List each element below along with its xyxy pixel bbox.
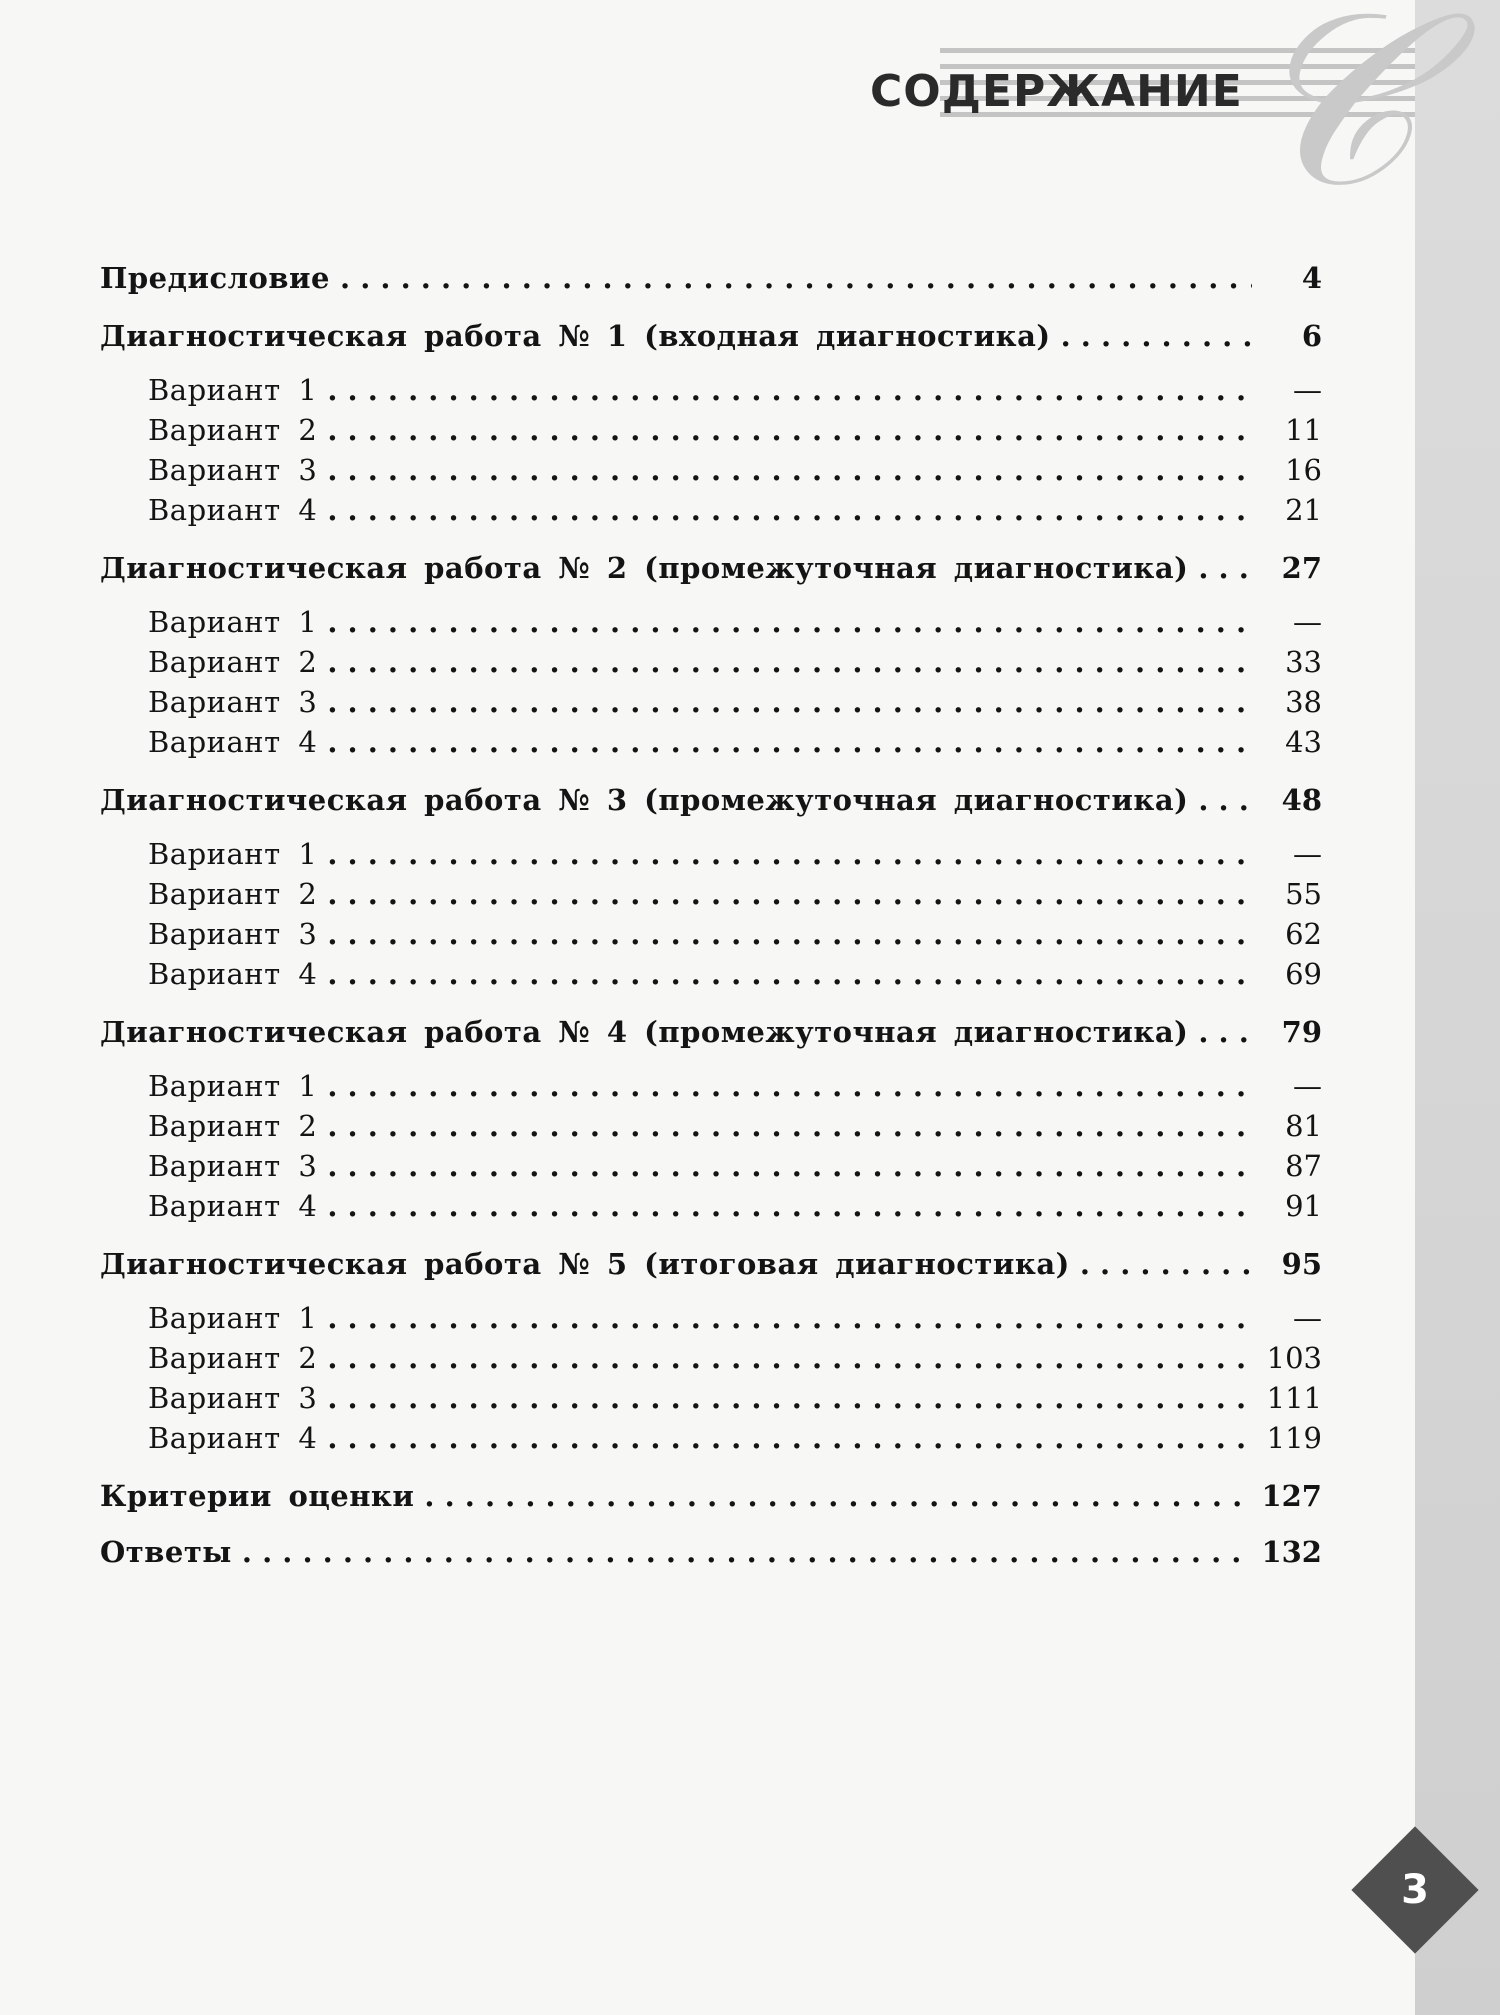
toc-entry-variant[interactable] xyxy=(100,1338,1322,1378)
toc-entry-label: Вариант 4 xyxy=(148,1421,318,1455)
page-title: СОДЕРЖАНИЕ xyxy=(870,66,1243,117)
toc-entry-label: Диагностическая работа № 3 (промежуточная диагностика) xyxy=(100,783,1189,817)
toc-entry-work-4[interactable] xyxy=(100,1012,1322,1052)
toc-entry-label: Вариант 3 xyxy=(148,685,318,719)
toc-leader-dots xyxy=(327,1418,1252,1458)
page-number: 3 xyxy=(1401,1867,1429,1913)
toc-leader-dots xyxy=(327,834,1252,874)
table-of-contents xyxy=(100,258,1322,1572)
toc-entry-criteria[interactable] xyxy=(100,1476,1322,1516)
toc-entry-page: 6 xyxy=(1301,319,1322,353)
toc-entry-variant[interactable] xyxy=(100,410,1322,450)
toc-entry-page: 79 xyxy=(1281,1015,1322,1049)
toc-entry-variant[interactable] xyxy=(100,642,1322,682)
toc-entry-page: 132 xyxy=(1261,1535,1322,1569)
toc-entry-label: Вариант 1 xyxy=(148,373,318,407)
toc-leader-dots xyxy=(327,642,1252,682)
toc-entry-label: Вариант 3 xyxy=(148,917,318,951)
toc-entry-label: Вариант 4 xyxy=(148,1189,318,1223)
toc-entry-variant[interactable] xyxy=(100,914,1322,954)
toc-entry-label: Вариант 3 xyxy=(148,1149,318,1183)
toc-entry-page: 38 xyxy=(1285,685,1322,719)
toc-entry-page: 43 xyxy=(1285,725,1322,759)
toc-entry-page: 33 xyxy=(1285,645,1322,679)
toc-entry-label: Вариант 2 xyxy=(148,1341,318,1375)
toc-entry-variant[interactable] xyxy=(100,1106,1322,1146)
toc-entry-page: 4 xyxy=(1301,261,1322,295)
toc-leader-dots xyxy=(424,1476,1251,1516)
toc-entry-variant[interactable] xyxy=(100,450,1322,490)
toc-leader-dots xyxy=(340,258,1252,298)
toc-entry-variant[interactable] xyxy=(100,1186,1322,1226)
toc-entry-page: 127 xyxy=(1261,1479,1322,1513)
toc-entry-page: 27 xyxy=(1281,551,1322,585)
toc-entry-label: Критерии оценки xyxy=(100,1479,415,1513)
toc-entry-label: Диагностическая работа № 1 (входная диагностика) xyxy=(100,319,1051,353)
toc-entry-label: Вариант 4 xyxy=(148,725,318,759)
toc-leader-dots xyxy=(327,1378,1252,1418)
toc-entry-label: Диагностическая работа № 4 (промежуточная диагностика) xyxy=(100,1015,1189,1049)
toc-entry-page: 87 xyxy=(1285,1149,1322,1183)
toc-leader-dots xyxy=(1198,1012,1252,1052)
monogram-decoration-icon: 𝒞 xyxy=(1242,0,1418,240)
side-strip xyxy=(1415,0,1500,2015)
toc-leader-dots xyxy=(327,1298,1252,1338)
toc-entry-variant[interactable] xyxy=(100,1418,1322,1458)
toc-leader-dots xyxy=(327,1146,1252,1186)
toc-entry-label: Вариант 1 xyxy=(148,605,318,639)
toc-entry-label: Вариант 1 xyxy=(148,1301,318,1335)
toc-leader-dots xyxy=(327,410,1252,450)
toc-entry-label: Вариант 2 xyxy=(148,1109,318,1143)
toc-leader-dots xyxy=(327,1106,1252,1146)
toc-entry-page: — xyxy=(1293,605,1322,639)
toc-leader-dots xyxy=(327,490,1252,530)
toc-entry-label: Вариант 3 xyxy=(148,453,318,487)
toc-entry-preface[interactable] xyxy=(100,258,1322,298)
toc-entry-label: Вариант 2 xyxy=(148,413,318,447)
toc-leader-dots xyxy=(327,370,1252,410)
toc-leader-dots xyxy=(327,874,1252,914)
toc-leader-dots xyxy=(327,1338,1252,1378)
toc-leader-dots xyxy=(1061,316,1252,356)
toc-entry-variant[interactable] xyxy=(100,874,1322,914)
toc-entry-variant[interactable] xyxy=(100,602,1322,642)
toc-leader-dots xyxy=(1198,548,1252,588)
toc-entry-page: 81 xyxy=(1285,1109,1322,1143)
toc-entry-work-3[interactable] xyxy=(100,780,1322,820)
toc-entry-label: Диагностическая работа № 2 (промежуточная диагностика) xyxy=(100,551,1189,585)
toc-entry-page: 95 xyxy=(1281,1247,1322,1281)
toc-entry-page: 48 xyxy=(1281,783,1322,817)
toc-entry-work-2[interactable] xyxy=(100,548,1322,588)
toc-entry-page: — xyxy=(1293,1069,1322,1103)
toc-entry-page: 119 xyxy=(1266,1421,1322,1455)
toc-entry-variant[interactable] xyxy=(100,1066,1322,1106)
toc-entry-variant[interactable] xyxy=(100,954,1322,994)
toc-leader-dots xyxy=(327,602,1252,642)
toc-leader-dots xyxy=(327,914,1252,954)
toc-leader-dots xyxy=(242,1532,1252,1572)
toc-entry-page: 21 xyxy=(1285,493,1322,527)
toc-leader-dots xyxy=(327,954,1252,994)
toc-entry-page: 91 xyxy=(1285,1189,1322,1223)
toc-entry-variant[interactable] xyxy=(100,682,1322,722)
toc-entry-label: Вариант 4 xyxy=(148,493,318,527)
toc-entry-page: 103 xyxy=(1266,1341,1322,1375)
toc-entry-label: Вариант 1 xyxy=(148,837,318,871)
toc-entry-page: 11 xyxy=(1285,413,1322,447)
toc-entry-page: — xyxy=(1293,1301,1322,1335)
toc-entry-page: 16 xyxy=(1285,453,1322,487)
toc-entry-variant[interactable] xyxy=(100,834,1322,874)
toc-entry-variant[interactable] xyxy=(100,722,1322,762)
toc-leader-dots xyxy=(1198,780,1252,820)
toc-entry-variant[interactable] xyxy=(100,490,1322,530)
toc-entry-label: Вариант 1 xyxy=(148,1069,318,1103)
toc-entry-page: 69 xyxy=(1285,957,1322,991)
toc-entry-page: — xyxy=(1293,837,1322,871)
toc-entry-variant[interactable] xyxy=(100,370,1322,410)
toc-entry-work-5[interactable] xyxy=(100,1244,1322,1284)
toc-entry-label: Диагностическая работа № 5 (итоговая диагностика) xyxy=(100,1247,1070,1281)
toc-leader-dots xyxy=(1080,1244,1252,1284)
toc-leader-dots xyxy=(327,722,1252,762)
toc-leader-dots xyxy=(327,1066,1252,1106)
toc-entry-variant[interactable] xyxy=(100,1378,1322,1418)
toc-entry-label: Вариант 2 xyxy=(148,877,318,911)
toc-entry-page: 55 xyxy=(1285,877,1322,911)
toc-entry-variant[interactable] xyxy=(100,1298,1322,1338)
toc-entry-label: Вариант 2 xyxy=(148,645,318,679)
toc-entry-page: 111 xyxy=(1266,1381,1322,1415)
toc-entry-label: Предисловие xyxy=(100,261,331,295)
toc-entry-answers[interactable] xyxy=(100,1532,1322,1572)
toc-leader-dots xyxy=(327,682,1252,722)
toc-leader-dots xyxy=(327,1186,1252,1226)
toc-entry-page: — xyxy=(1293,373,1322,407)
toc-entry-label: Ответы xyxy=(100,1535,232,1569)
toc-entry-variant[interactable] xyxy=(100,1146,1322,1186)
toc-leader-dots xyxy=(327,450,1252,490)
toc-entry-label: Вариант 3 xyxy=(148,1381,318,1415)
toc-entry-work-1[interactable] xyxy=(100,316,1322,356)
toc-entry-label: Вариант 4 xyxy=(148,957,318,991)
toc-entry-page: 62 xyxy=(1285,917,1322,951)
